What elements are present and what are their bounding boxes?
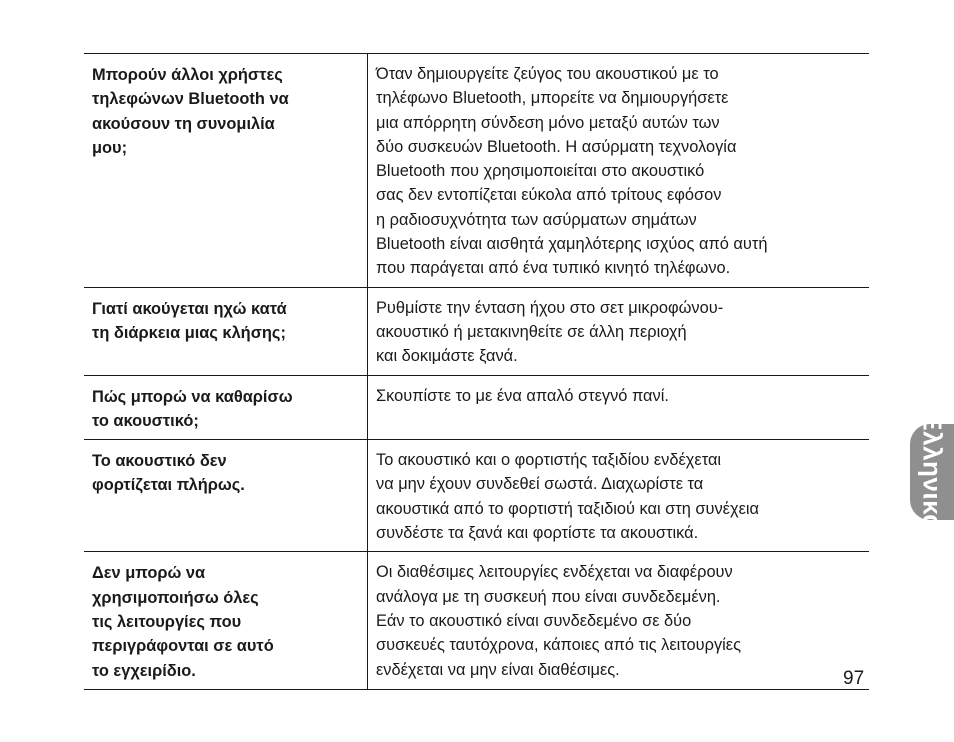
answer-line: Bluetooth είναι αισθητά χαμηλότερης ισχύος από αυτή: [376, 235, 768, 254]
faq-answer: [368, 288, 869, 375]
answer-line: Σκουπίστε το με ένα απαλό στεγνό πανί.: [376, 386, 669, 405]
language-tab-label: Ελληνικά: [917, 413, 948, 531]
faq-question: [84, 440, 368, 551]
faq-question: [84, 288, 368, 375]
answer-line: μια απόρρητη σύνδεση μόνο μεταξύ αυτών των: [376, 113, 720, 132]
faq-table: [84, 53, 869, 690]
answer-line: Οι διαθέσιμες λειτουργίες ενδέχεται να διαφέρουν: [376, 563, 733, 582]
faq-answer: [368, 54, 869, 287]
question-line: Μπορούν άλλοι χρήστες: [92, 66, 283, 84]
answer-line: Το ακουστικό και ο φορτιστής ταξιδίου ενδέχεται: [376, 451, 722, 470]
question-line: Δεν μπορώ να: [92, 564, 206, 583]
answer-line: ακουστικά από το φορτιστή ταξιδιού και στη συνέχεια: [376, 499, 760, 518]
answer-line: Bluetooth που χρησιμοποιείται στο ακουστικό: [376, 162, 705, 181]
faq-row: [84, 376, 869, 441]
faq-row: [84, 54, 869, 288]
answer-line: Εάν το ακουστικό είναι συνδεδεμένο σε δύο: [376, 611, 692, 630]
question-line: το ακουστικό;: [92, 411, 199, 430]
answer-line: η ραδιοσυχνότητα των ασύρματων σημάτων: [376, 210, 697, 229]
answer-line: που παράγεται από ένα τυπικό κινητό τηλέφωνο.: [376, 259, 731, 278]
answer-line: και δοκιμάστε ξανά.: [376, 347, 518, 366]
faq-answer: [368, 440, 869, 551]
question-line: χρησιμοποιήσω όλες: [92, 588, 259, 607]
faq-row: [84, 552, 869, 689]
answer-line: ανάλογα με τη συσκευή που είναι συνδεδεμένη.: [376, 587, 721, 606]
faq-answer: [368, 552, 869, 688]
question-line: τηλεφώνων Bluetooth να: [92, 90, 289, 109]
faq-question: [84, 54, 368, 287]
language-tab: [910, 413, 954, 531]
answer-line: Όταν δημιουργείτε ζεύγος του ακουστικού με το: [376, 65, 719, 83]
faq-row: [84, 440, 869, 552]
question-line: Το ακουστικό δεν: [92, 452, 227, 471]
answer-line: σας δεν εντοπίζεται εύκολα από τρίτους εφόσον: [376, 186, 722, 205]
faq-question: [84, 376, 368, 440]
page-number: 97: [843, 668, 865, 689]
question-line: το εγχειρίδιο.: [92, 661, 196, 680]
answer-line: να μην έχουν συνδεθεί σωστά. Διαχωρίστε τα: [376, 475, 704, 494]
answer-line: τηλέφωνο Bluetooth, μπορείτε να δημιουργήσετε: [376, 89, 729, 108]
faq-row: [84, 288, 869, 376]
faq-answer: [368, 376, 869, 440]
question-line: τις λειτουργίες που: [92, 612, 242, 631]
answer-line: συσκευές ταυτόχρονα, κάποιες από τις λειτουργίες: [376, 636, 741, 655]
answer-line: ενδέχεται να μην είναι διαθέσιμες.: [376, 660, 620, 679]
answer-line: Ρυθμίστε την ένταση ήχου στο σετ μικροφώνου-: [376, 298, 724, 317]
question-line: τη διάρκεια μιας κλήσης;: [92, 323, 286, 342]
question-line: περιγράφονται σε αυτό: [92, 637, 274, 656]
answer-line: ακουστικό ή μετακινηθείτε σε άλλη περιοχή: [376, 322, 687, 341]
question-line: Πώς μπορώ να καθαρίσω: [92, 387, 293, 406]
faq-question: [84, 552, 368, 688]
question-line: Γιατί ακούγεται ηχώ κατά: [92, 299, 287, 318]
answer-line: δύο συσκευών Bluetooth. Η ασύρματη τεχνολογία: [376, 137, 737, 156]
answer-line: συνδέστε τα ξανά και φορτίστε τα ακουστικά.: [376, 524, 699, 543]
question-line: ακούσουν τη συνομιλία: [92, 114, 275, 133]
question-line: μου;: [92, 138, 128, 157]
question-line: φορτίζεται πλήρως.: [92, 476, 245, 495]
